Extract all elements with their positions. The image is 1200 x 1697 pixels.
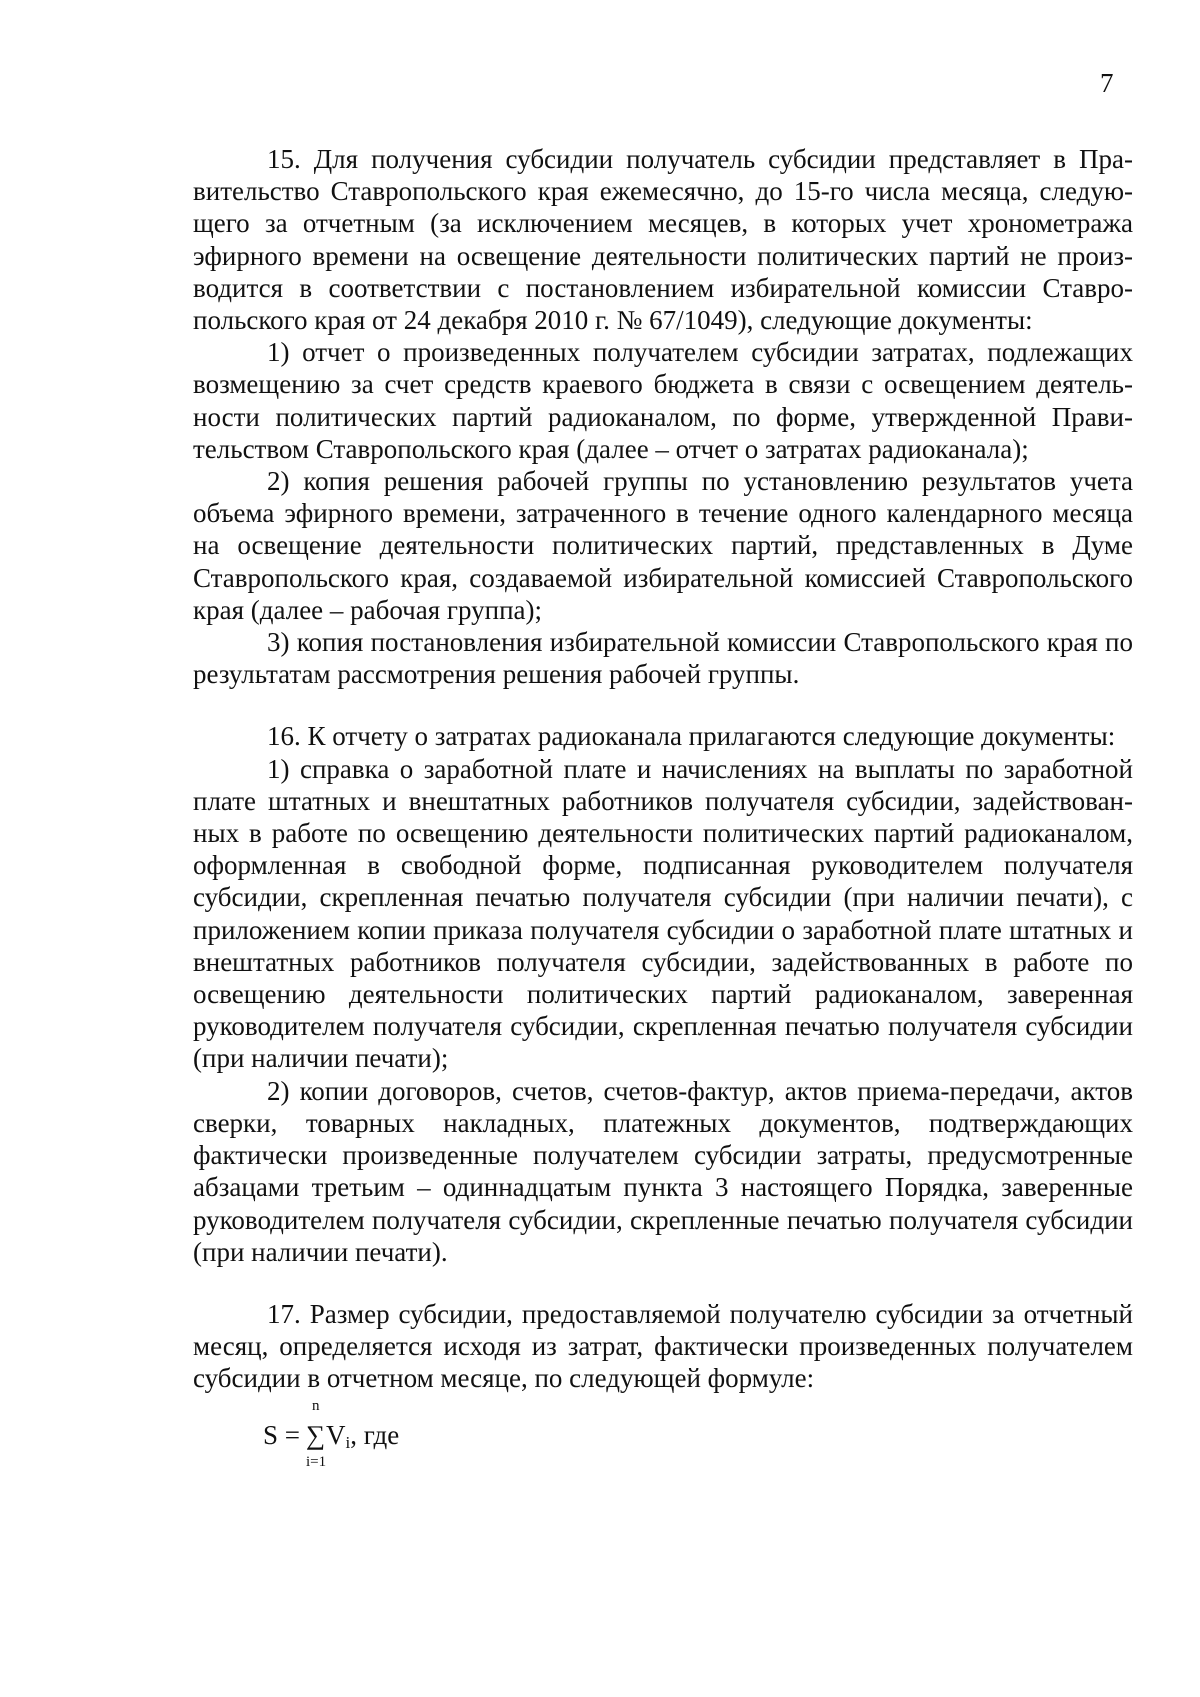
formula-upper-limit: n	[312, 1397, 320, 1414]
subsidy-formula	[263, 1399, 1133, 1475]
formula-subscript: i	[345, 1432, 351, 1452]
formula-term	[326, 1419, 399, 1459]
formula-variable: V	[326, 1419, 346, 1450]
formula-lower-limit: i=1	[306, 1453, 327, 1470]
formula-suffix: , где	[350, 1419, 400, 1450]
page-number: 7	[1100, 68, 1114, 98]
paragraph-15-item-2: 2) копия решения рабочей группы по установлению результатов учета объема эфирного времени, затраченного в течение одного календарного месяца на освещение деятельности политических партий, представленных в Думе Ставропольского края, создаваемой избирательной комиссией Ставропольского края (далее – рабочая группа);	[193, 466, 1133, 625]
paragraph-17: 17. Размер субсидии, предоставляемой получателю субсидии за отчетный месяц, определяется исходя из затрат, фактически произведенных получателем субсидии в отчетном месяце, по следующей формуле:	[193, 1298, 1133, 1394]
paragraph-16-item-2: 2) копии договоров, счетов, счетов-фактур, актов приема-передачи, актов сверки, товарных накладных, платежных документов, подтверждающих фактически произведенные получателем субсидии затраты, предусмотренные абзацами третьим – одиннадцатым пункта 3 настоящего Порядка, заверенные руководителем получателя субсидии, скрепленные печатью получателя субсидии (при наличии печати).	[193, 1075, 1133, 1267]
paragraph-16: 16. К отчету о затратах радиоканала прилагаются следующие документы:	[267, 721, 1116, 752]
document-body	[193, 143, 1133, 1475]
formula-sum-symbol: ∑	[306, 1419, 326, 1450]
formula-lhs: S =	[263, 1419, 300, 1450]
paragraph-16-item-1: 1) справка о заработной плате и начислениях на выплаты по заработной плате штатных и внештатных работников получателя субсидии, задействованных в работе по освещению деятельности политических партий радиоканалом, оформленная в свободной форме, подписанная руководителем получателя субсидии, скрепленная печатью получателя субсидии (при наличии печати), с приложением копии приказа получателя субсидии о заработной плате штатных и внештатных работников получателя субсидии, задействованных в работе по освещению деятельности политических партий радиоканалом, заверенная руководителем получателя субсидии, скрепленная печатью получателя субсидии (при наличии печати);	[193, 753, 1133, 1074]
paragraph-15-item-3: 3) копия постановления избирательной комиссии Ставропольского края по результатам рассмотрения решения рабочей группы.	[193, 627, 1133, 690]
paragraph-15-item-1: 1) отчет о произведенных получателем субсидии затратах, подлежащих возмещению за счет средств краевого бюджета в связи с освещением деятельности политических партий радиоканалом, по форме, утвержденной Правительством Ставропольского края (далее – отчет о затратах радиоканала);	[193, 337, 1133, 464]
paragraph-15: 15. Для получения субсидии получатель субсидии представляет в Правительство Ставропольского края ежемесячно, до 15-го числа месяца, следующего за отчетным (за исключением месяцев, в которых учет хронометража эфирного времени на освещение деятельности политических партий не производится в соответствии с постановлением избирательной комиссии Ставропольского края от 24 декабря 2010 г. № 67/1049), следующие документы:	[193, 144, 1133, 336]
